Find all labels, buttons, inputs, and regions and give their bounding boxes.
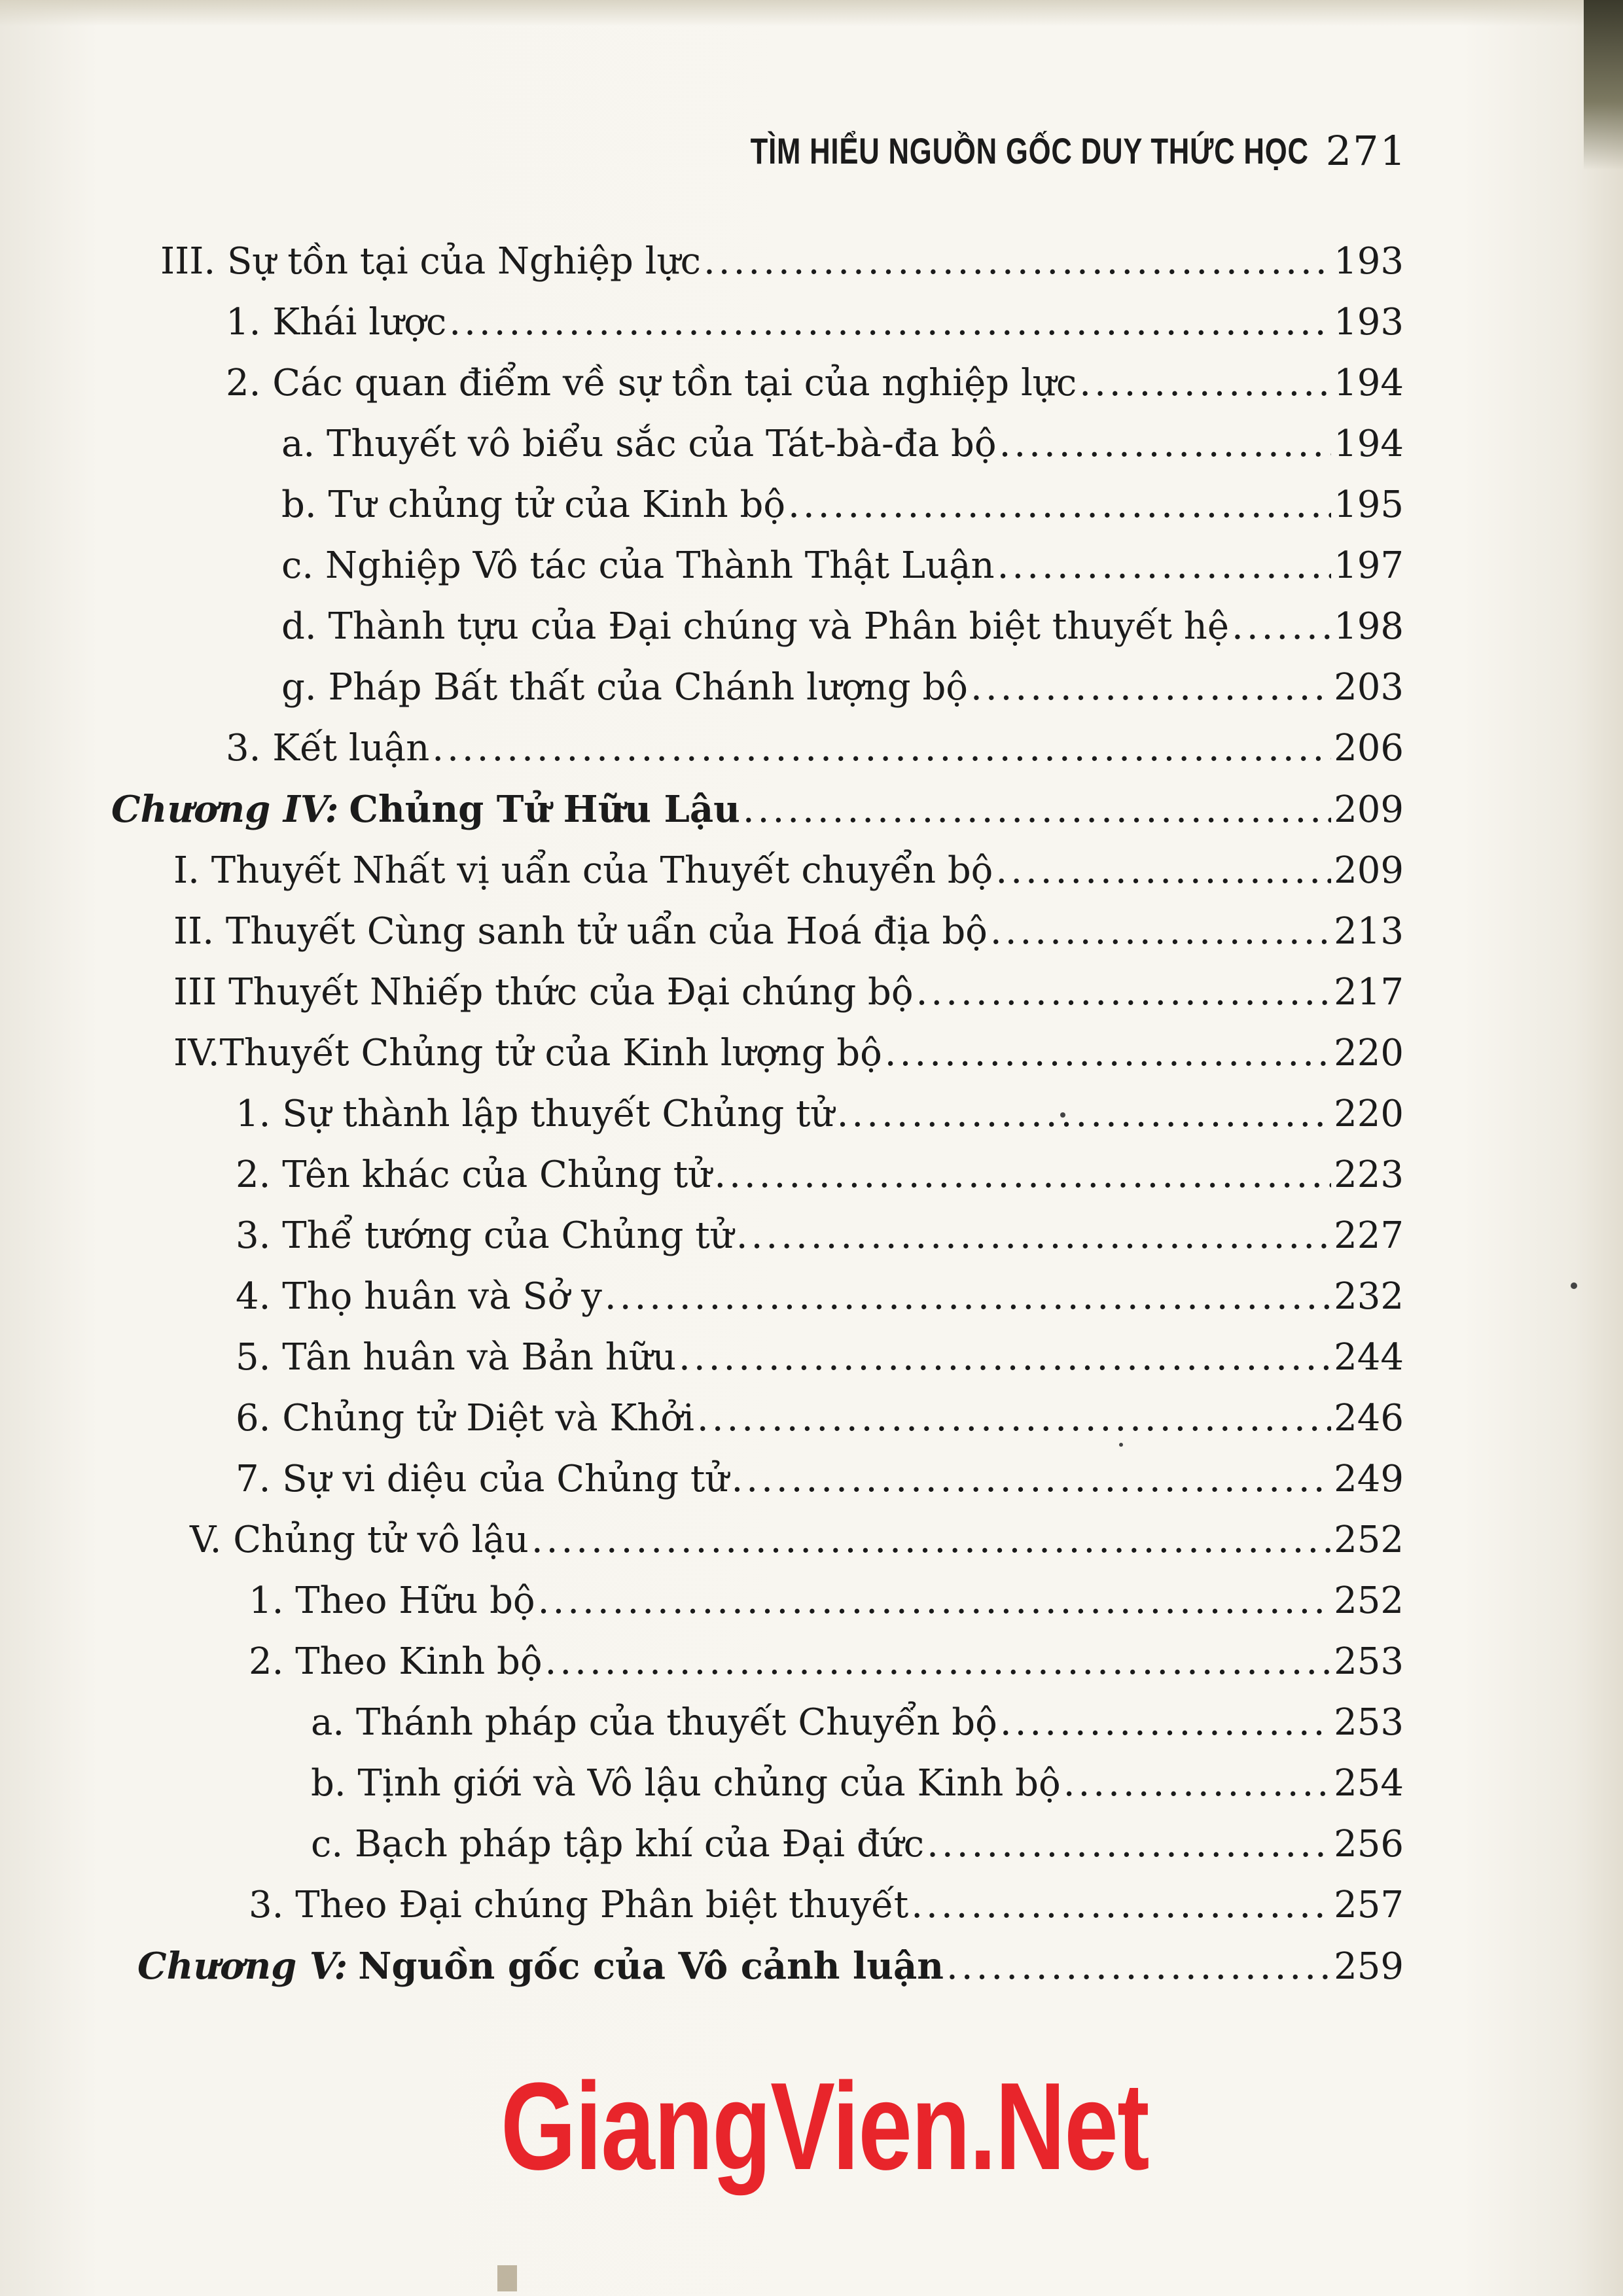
toc-entry-label: b. Tư chủng tử của Kinh bộ [281,484,786,526]
toc-entry-label: c. Bạch pháp tập khí của Đại đức [311,1823,925,1865]
dot-leader [837,1088,1332,1140]
toc-entry [236,1271,1404,1323]
toc-entry [236,1392,1404,1445]
toc-entry-label: 1. Khái lược [226,301,447,344]
toc-entry [226,357,1404,410]
dot-leader [679,1332,1331,1384]
toc-entry [226,296,1404,349]
toc-entry [173,966,1404,1019]
toc-chapter-entry [111,783,1404,836]
toc-entry [236,1332,1404,1384]
page-bottom-mark [497,2265,517,2291]
toc-entry-page: 227 [1334,1214,1404,1257]
dot-leader [704,236,1331,288]
page-binding-shadow [1584,0,1623,170]
toc-entry-page: 249 [1334,1458,1404,1500]
toc-entry-page: 193 [1334,301,1404,344]
dot-leader [885,1027,1331,1080]
dot-leader [731,1453,1331,1506]
toc-entry [281,418,1404,470]
dot-leader [788,479,1331,531]
toc-entry-page: 246 [1334,1397,1404,1439]
watermark-text: GiangVien.Net [501,2057,1149,2196]
dot-leader [916,966,1332,1019]
toc-entry-page: 223 [1334,1154,1404,1196]
toc-entry-page: 203 [1334,666,1404,709]
dot-leader [449,296,1331,349]
toc-entry-label [111,783,743,836]
dot-leader [971,662,1331,714]
toc-entry-label: IV.Thuyết Chủng tử của Kinh lượng bộ [173,1032,882,1074]
toc-entry-page: 220 [1334,1093,1404,1135]
dot-leader [1063,1757,1331,1810]
toc-entry [236,1453,1404,1506]
toc-entry-label: b. Tịnh giới và Vô lậu chủng của Kinh bộ [311,1762,1061,1805]
toc-entry-label: 4. Thọ huân và Sở y [236,1275,602,1318]
toc-entry [311,1818,1404,1871]
toc-entry-page: 254 [1334,1762,1404,1805]
dot-leader [911,1879,1331,1932]
dot-leader [531,1514,1331,1566]
toc-entry-label: 1. Theo Hữu bộ [249,1580,535,1622]
toc-entry-label: 1. Sự thành lập thuyết Chủng tử [236,1093,834,1135]
toc-entry-page: 253 [1334,1640,1404,1683]
dot-leader [997,540,1331,592]
toc-entry [226,722,1404,775]
toc-entry-page: 232 [1334,1275,1404,1318]
toc-entry-page: 206 [1334,727,1404,769]
dot-leader [927,1818,1331,1871]
toc-entry-label: 2. Theo Kinh bộ [249,1640,543,1683]
toc-entry-page: 252 [1334,1519,1404,1561]
toc-entry-label: c. Nghiệp Vô tác của Thành Thật Luận [281,544,995,587]
toc-entry-label: 2. Các quan điểm về sự tồn tại của nghiệp lực [226,362,1077,404]
toc-entry-page: 193 [1334,240,1404,283]
toc-entry-label: 3. Kết luận [226,727,430,769]
toc-entry [281,601,1404,653]
toc-entry-label [137,1940,946,1993]
print-speck [1119,1443,1123,1447]
toc-entry-label: 7. Sự vi diệu của Chủng tử [236,1458,729,1500]
toc-entry-label: V. Chủng tử vô lậu [190,1519,529,1561]
dot-leader [743,784,1331,836]
chapter-number: Chương IV: [111,788,339,831]
page-number: 271 [1325,126,1407,175]
toc-entry-page: 209 [1334,788,1404,831]
toc-entry [236,1088,1404,1140]
toc-entry [190,1514,1404,1566]
print-speck [1060,1112,1065,1118]
toc-entry-label: II. Thuyết Cùng sanh tử uẩn của Hoá địa bộ [173,910,988,953]
toc-entry-page: 209 [1334,849,1404,892]
running-title: TÌM HIỂU NGUỒN GỐC DUY THỨC HỌC [750,130,1309,171]
toc-entry-page: 197 [1334,544,1404,587]
dot-leader [538,1575,1331,1627]
toc-entry-page: 195 [1334,484,1404,526]
toc-entry [173,906,1404,958]
toc-entry-page: 256 [1334,1823,1404,1865]
toc-entry-page: 217 [1334,971,1404,1014]
toc-entry [160,236,1404,288]
toc-entry [173,845,1404,897]
page-top-shadow [0,0,1623,26]
dot-leader [432,722,1331,775]
dot-leader [995,845,1331,897]
dot-leader [605,1271,1331,1323]
toc-entry [281,479,1404,531]
chapter-title: Chủng Tử Hữu Lậu [349,788,740,831]
toc-entry-page: 253 [1334,1701,1404,1744]
toc-entry-label: a. Thánh pháp của thuyết Chuyển bộ [311,1701,997,1744]
print-speck [1571,1282,1577,1289]
toc-entry-label: 6. Chủng tử Diệt và Khởi [236,1397,694,1439]
toc-entry-label: d. Thành tựu của Đại chúng và Phân biệt thuyết hệ [281,605,1230,648]
toc-entry [311,1697,1404,1749]
chapter-title: Nguồn gốc của Vô cảnh luận [358,1945,944,1988]
toc-chapter-entry [137,1940,1404,1992]
toc-entry-label: III. Sự tồn tại của Nghiệp lực [160,240,701,283]
toc-entry [236,1210,1404,1262]
toc-entry-page: 194 [1334,423,1404,465]
toc-entry [311,1757,1404,1810]
toc-entry-page: 244 [1334,1336,1404,1379]
toc-entry [281,540,1404,592]
toc-entry-page: 252 [1334,1580,1404,1622]
dot-leader [946,1941,1331,1993]
toc-entry-page: 194 [1334,362,1404,404]
dot-leader [697,1392,1331,1445]
toc-entry-label: 3. Theo Đại chúng Phân biệt thuyết [249,1884,909,1926]
dot-leader [1000,1697,1331,1749]
toc-entry-page: 257 [1334,1884,1404,1926]
dot-leader [1232,601,1331,653]
toc-entry-page: 259 [1334,1945,1404,1988]
running-header [694,121,1407,180]
toc-entry-label: I. Thuyết Nhất vị uẩn của Thuyết chuyển bộ [173,849,993,892]
toc-entry [249,1879,1404,1932]
toc-entry-page: 198 [1334,605,1404,648]
toc-entry-label: 5. Tân huân và Bản hữu [236,1336,677,1379]
chapter-number: Chương V: [137,1945,348,1988]
toc-entry [249,1636,1404,1688]
toc-entry-label: 3. Thể tướng của Chủng tử [236,1214,734,1257]
dot-leader [999,418,1332,470]
dot-leader [1079,357,1331,410]
toc-entry [281,662,1404,714]
toc-entry [236,1149,1404,1201]
toc-entry-label: a. Thuyết vô biểu sắc của Tát-bà-đa bộ [281,423,997,465]
toc-entry-page: 213 [1334,910,1404,953]
toc-entry [249,1575,1404,1627]
dot-leader [714,1149,1331,1201]
dot-leader [736,1210,1331,1262]
dot-leader [990,906,1331,958]
toc-entry-label: 2. Tên khác của Chủng tử [236,1154,712,1196]
dot-leader [545,1636,1332,1688]
toc-entry-label: III Thuyết Nhiếp thức của Đại chúng bộ [173,971,914,1014]
toc-entry-page: 220 [1334,1032,1404,1074]
toc-entry [173,1027,1404,1080]
toc-entry-label: g. Pháp Bất thất của Chánh lượng bộ [281,666,969,709]
